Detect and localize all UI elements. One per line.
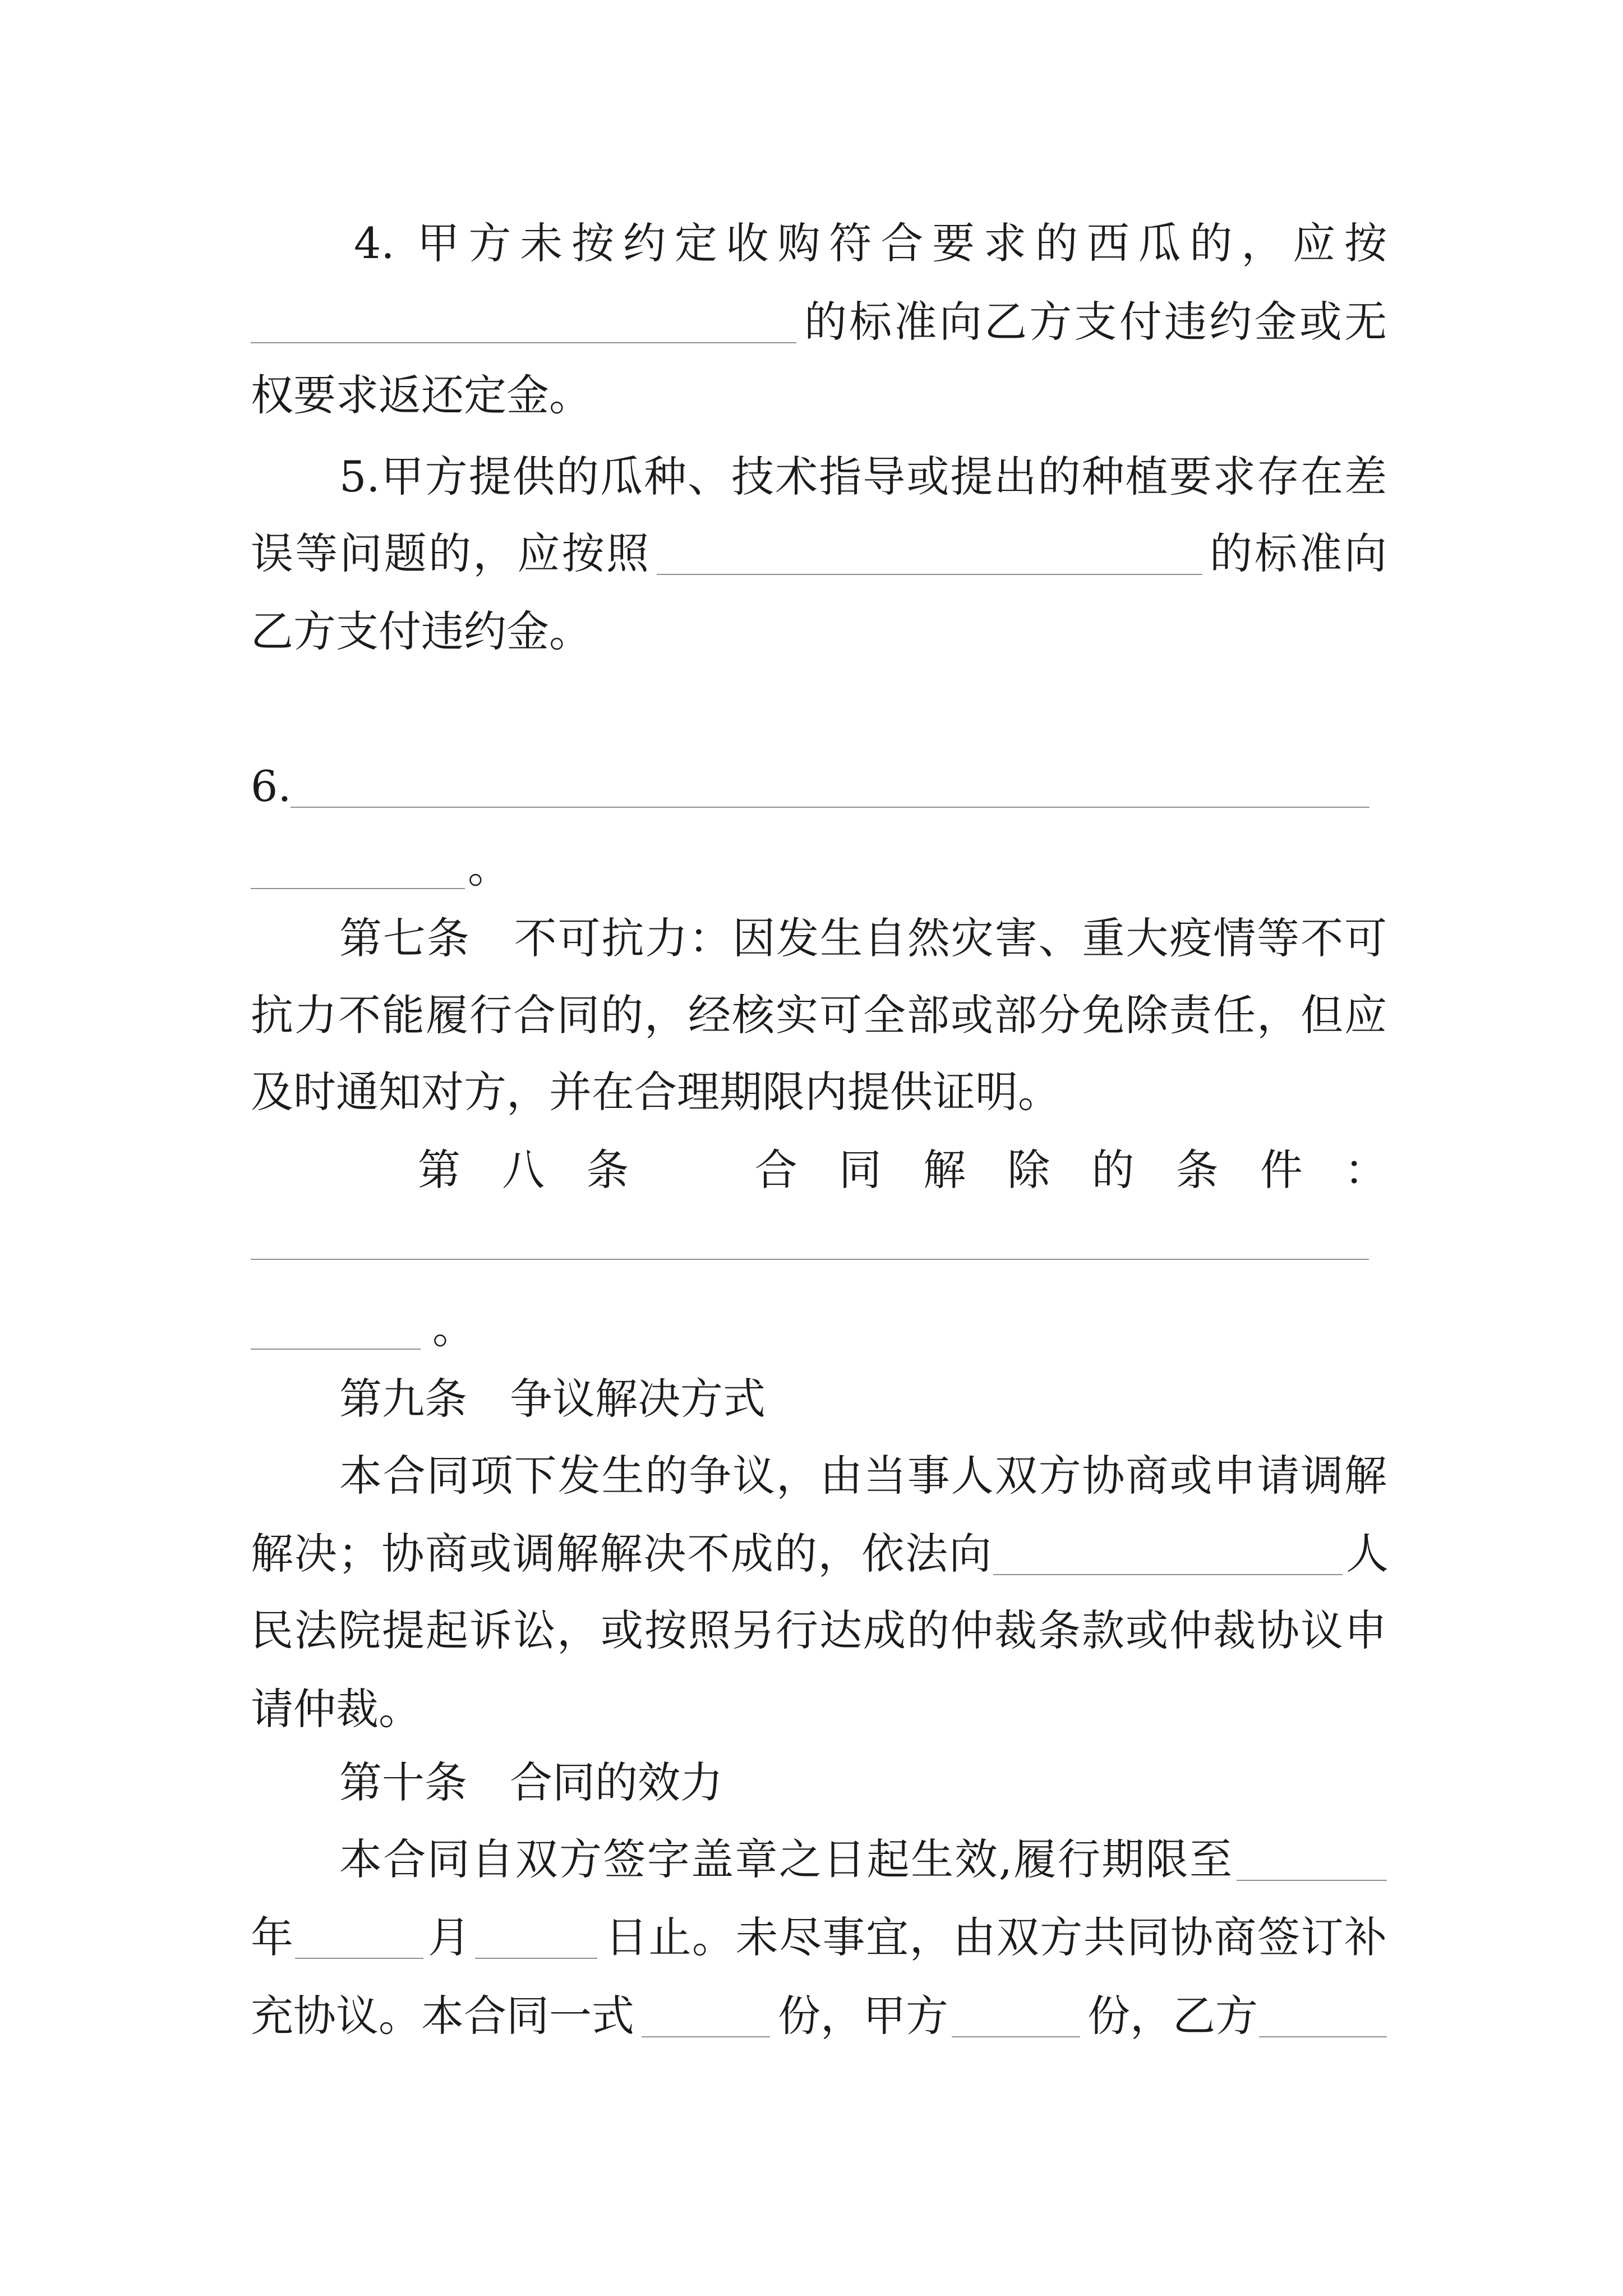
- month-label: 月: [428, 1912, 471, 1962]
- article-9-line-1: [0, 1448, 1623, 1504]
- end-mark: 。: [432, 1303, 475, 1353]
- item-5-line-2: [0, 526, 1623, 582]
- blank-field: [251, 888, 465, 889]
- blank-field-month: [295, 1958, 423, 1959]
- blank-field-year: [1237, 1880, 1387, 1881]
- clause-text: 份，甲方: [778, 1991, 948, 2041]
- article-9-line-3: [0, 1603, 1623, 1659]
- article-8-heading: [0, 1142, 1623, 1198]
- clause-text: 本合同自双方签字盖章之日起生效,履行期限至: [339, 1834, 1232, 1884]
- clause-text: 抗力不能履行合同的，经核实可全部或部分免除责任，但应: [251, 990, 1387, 1040]
- blank-field-party-a-copies: [952, 2036, 1080, 2037]
- article-8-line-1: [0, 1211, 1623, 1267]
- clause-text: 份，乙方: [1087, 1991, 1258, 2041]
- clause-text: 误等问题的，应按照: [251, 528, 649, 578]
- clause-text: 权要求返还定金。: [251, 370, 592, 420]
- end-mark: 。: [468, 843, 510, 892]
- clause-text: 人: [1346, 1529, 1389, 1579]
- article-7-line-3: [0, 1064, 1623, 1120]
- blank-field: [251, 342, 796, 343]
- blank-field: [657, 574, 1202, 575]
- article-10-line-2: [0, 1910, 1623, 1966]
- item-6-line-2: [0, 840, 1623, 896]
- clause-text: 5.甲方提供的瓜种、技术指导或提出的种植要求存在差: [339, 452, 1387, 501]
- item-6-line-1: [0, 758, 1623, 815]
- article-10-line-3: [0, 1988, 1623, 2044]
- clause-text: 日止。未尽事宜，由双方共同协商签订补: [605, 1912, 1387, 1962]
- clause-text: 及时通知对方，并在合理期限内提供证明。: [251, 1067, 1061, 1117]
- blank-field: [291, 807, 1370, 808]
- article-heading-text: 第十条 合同的效力: [339, 1757, 723, 1807]
- clause-text: 本合同项下发生的争议，由当事人双方协商或申请调解: [339, 1451, 1387, 1501]
- clause-text: 4. 甲方未按约定收购符合要求的西瓜的，应按: [354, 218, 1387, 268]
- article-8-line-2: [0, 1300, 1623, 1356]
- clause-text: 民法院提起诉讼，或按照另行达成的仲裁条款或仲裁协议申: [251, 1605, 1387, 1655]
- blank-field-party-b-copies: [1259, 2036, 1387, 2037]
- clause-text: 乙方支付违约金。: [251, 606, 592, 656]
- article-9-heading: [0, 1371, 1623, 1427]
- article-7-line-2: [0, 987, 1623, 1043]
- item-4-line-3: [0, 367, 1623, 424]
- article-10-line-1: [0, 1832, 1623, 1888]
- blank-field: [251, 1349, 421, 1350]
- article-heading-text: 第八条 合同解除的条件：: [418, 1145, 1387, 1195]
- year-label: 年: [251, 1912, 293, 1962]
- clause-text: 充协议。本合同一式: [251, 1991, 634, 2041]
- article-7-line-1: [0, 910, 1623, 967]
- item-4-line-1: [0, 215, 1623, 272]
- item-5-line-1: [0, 449, 1623, 505]
- clause-text: 的标准向: [1210, 528, 1387, 578]
- article-9-line-2: [0, 1526, 1623, 1582]
- item-number: 6.: [251, 761, 292, 811]
- clause-text: 解决；协商或调解解决不成的，依法向: [251, 1529, 992, 1579]
- item-4-line-2: [0, 294, 1623, 350]
- blank-field-total-copies: [642, 2036, 770, 2037]
- item-5-line-3: [0, 604, 1623, 660]
- article-10-heading: [0, 1755, 1623, 1811]
- blank-field-day: [475, 1958, 597, 1959]
- blank-field: [251, 1259, 1369, 1260]
- clause-text: 的标准向乙方支付违约金或无: [804, 297, 1387, 347]
- article-heading-text: 第九条 争议解决方式: [339, 1374, 766, 1424]
- clause-text: 请仲裁。: [251, 1684, 421, 1734]
- article-heading-text: 第七条 不可抗力：因发生自然灾害、重大疫情等不可: [339, 913, 1387, 963]
- blank-field: [993, 1574, 1343, 1575]
- article-9-line-4: [0, 1681, 1623, 1737]
